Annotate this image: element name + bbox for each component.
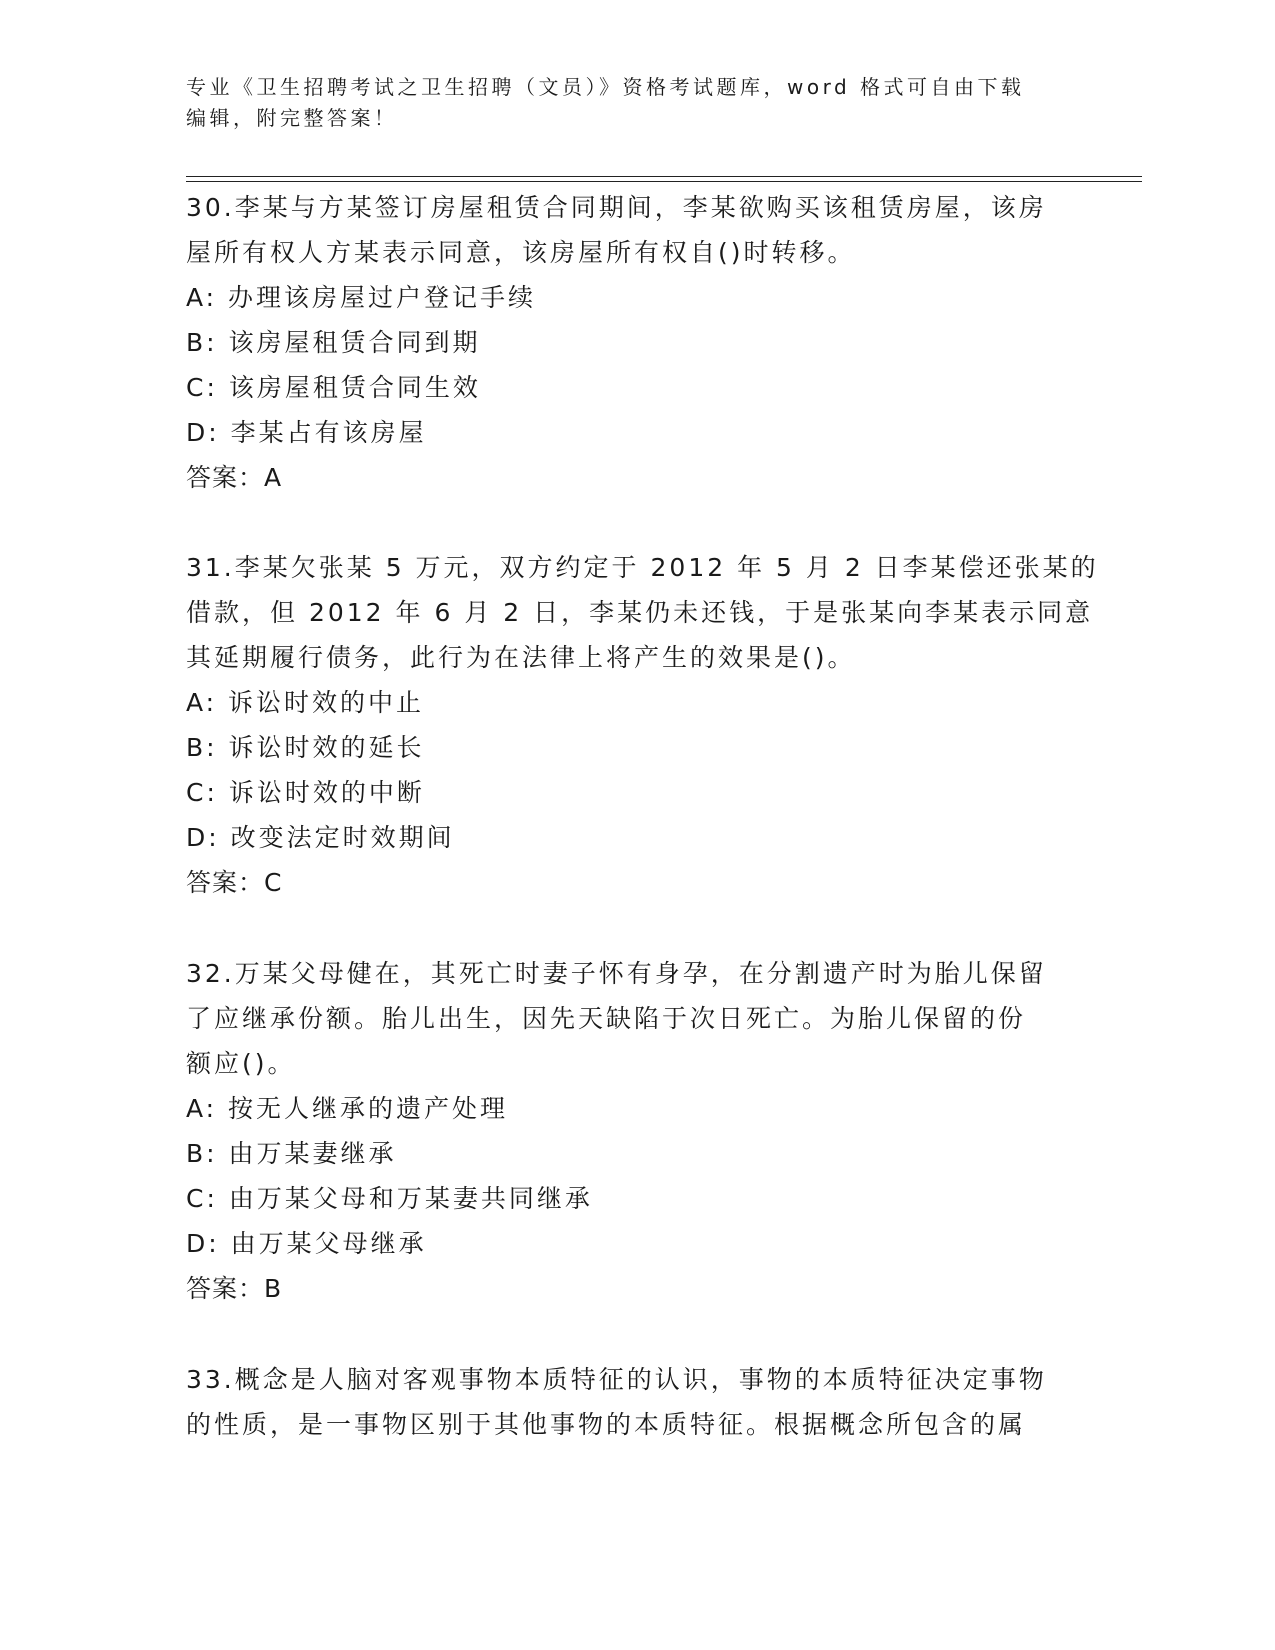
header-divider-bottom (186, 181, 1142, 182)
option-b: B: 诉讼时效的延长 (186, 733, 425, 762)
question-text-line: 33.概念是人脑对客观事物本质特征的认识，事物的本质特征决定事物 (186, 1365, 1047, 1394)
question-text-line: 借款，但 2012 年 6 月 2 日，李某仍未还钱，于是张某向李某表示同意 (186, 598, 1094, 627)
option-b: B: 该房屋租赁合同到期 (186, 328, 481, 357)
question-text-line: 了应继承份额。胎儿出生，因先天缺陷于次日死亡。为胎儿保留的份 (186, 1004, 1027, 1033)
header-divider-top (186, 176, 1142, 177)
question-text-line: 32.万某父母健在，其死亡时妻子怀有身孕，在分割遗产时为胎儿保留 (186, 959, 1047, 988)
document-header (186, 72, 1066, 134)
option-b: B: 由万某妻继承 (186, 1139, 397, 1168)
question-text-line: 31.李某欠张某 5 万元，双方约定于 2012 年 5 月 2 日李某偿还张某的 (186, 553, 1099, 582)
answer-label: 答案：B (186, 1274, 283, 1303)
option-c: C: 由万某父母和万某妻共同继承 (186, 1184, 593, 1213)
option-c: C: 该房屋租赁合同生效 (186, 373, 481, 402)
question-text-line: 其延期履行债务，此行为在法律上将产生的效果是()。 (186, 643, 856, 672)
option-a: A: 按无人继承的遗产处理 (186, 1094, 509, 1123)
option-a: A: 诉讼时效的中止 (186, 688, 425, 717)
question-text-line: 30.李某与方某签订房屋租赁合同期间，李某欲购买该租赁房屋，该房 (186, 193, 1047, 222)
header-line-2: 编辑，附完整答案！ (186, 106, 398, 130)
option-a: A: 办理该房屋过户登记手续 (186, 283, 537, 312)
question-text-line: 额应()。 (186, 1049, 296, 1078)
option-d: D: 改变法定时效期间 (186, 823, 455, 852)
option-d: D: 由万某父母继承 (186, 1229, 427, 1258)
option-c: C: 诉讼时效的中断 (186, 778, 425, 807)
question-text-line: 屋所有权人方某表示同意，该房屋所有权自()时转移。 (186, 238, 856, 267)
question-33 (186, 1357, 1066, 1447)
question-31 (186, 545, 1099, 905)
option-d: D: 李某占有该房屋 (186, 418, 427, 447)
answer-label: 答案：C (186, 868, 283, 897)
question-text-line: 的性质，是一事物区别于其他事物的本质特征。根据概念所包含的属 (186, 1410, 1027, 1439)
answer-label: 答案：A (186, 463, 283, 492)
question-32 (186, 951, 1066, 1311)
question-30 (186, 185, 1066, 500)
header-line-1: 专业《卫生招聘考试之卫生招聘（文员）》资格考试题库，word 格式可自由下载 (186, 75, 1025, 99)
